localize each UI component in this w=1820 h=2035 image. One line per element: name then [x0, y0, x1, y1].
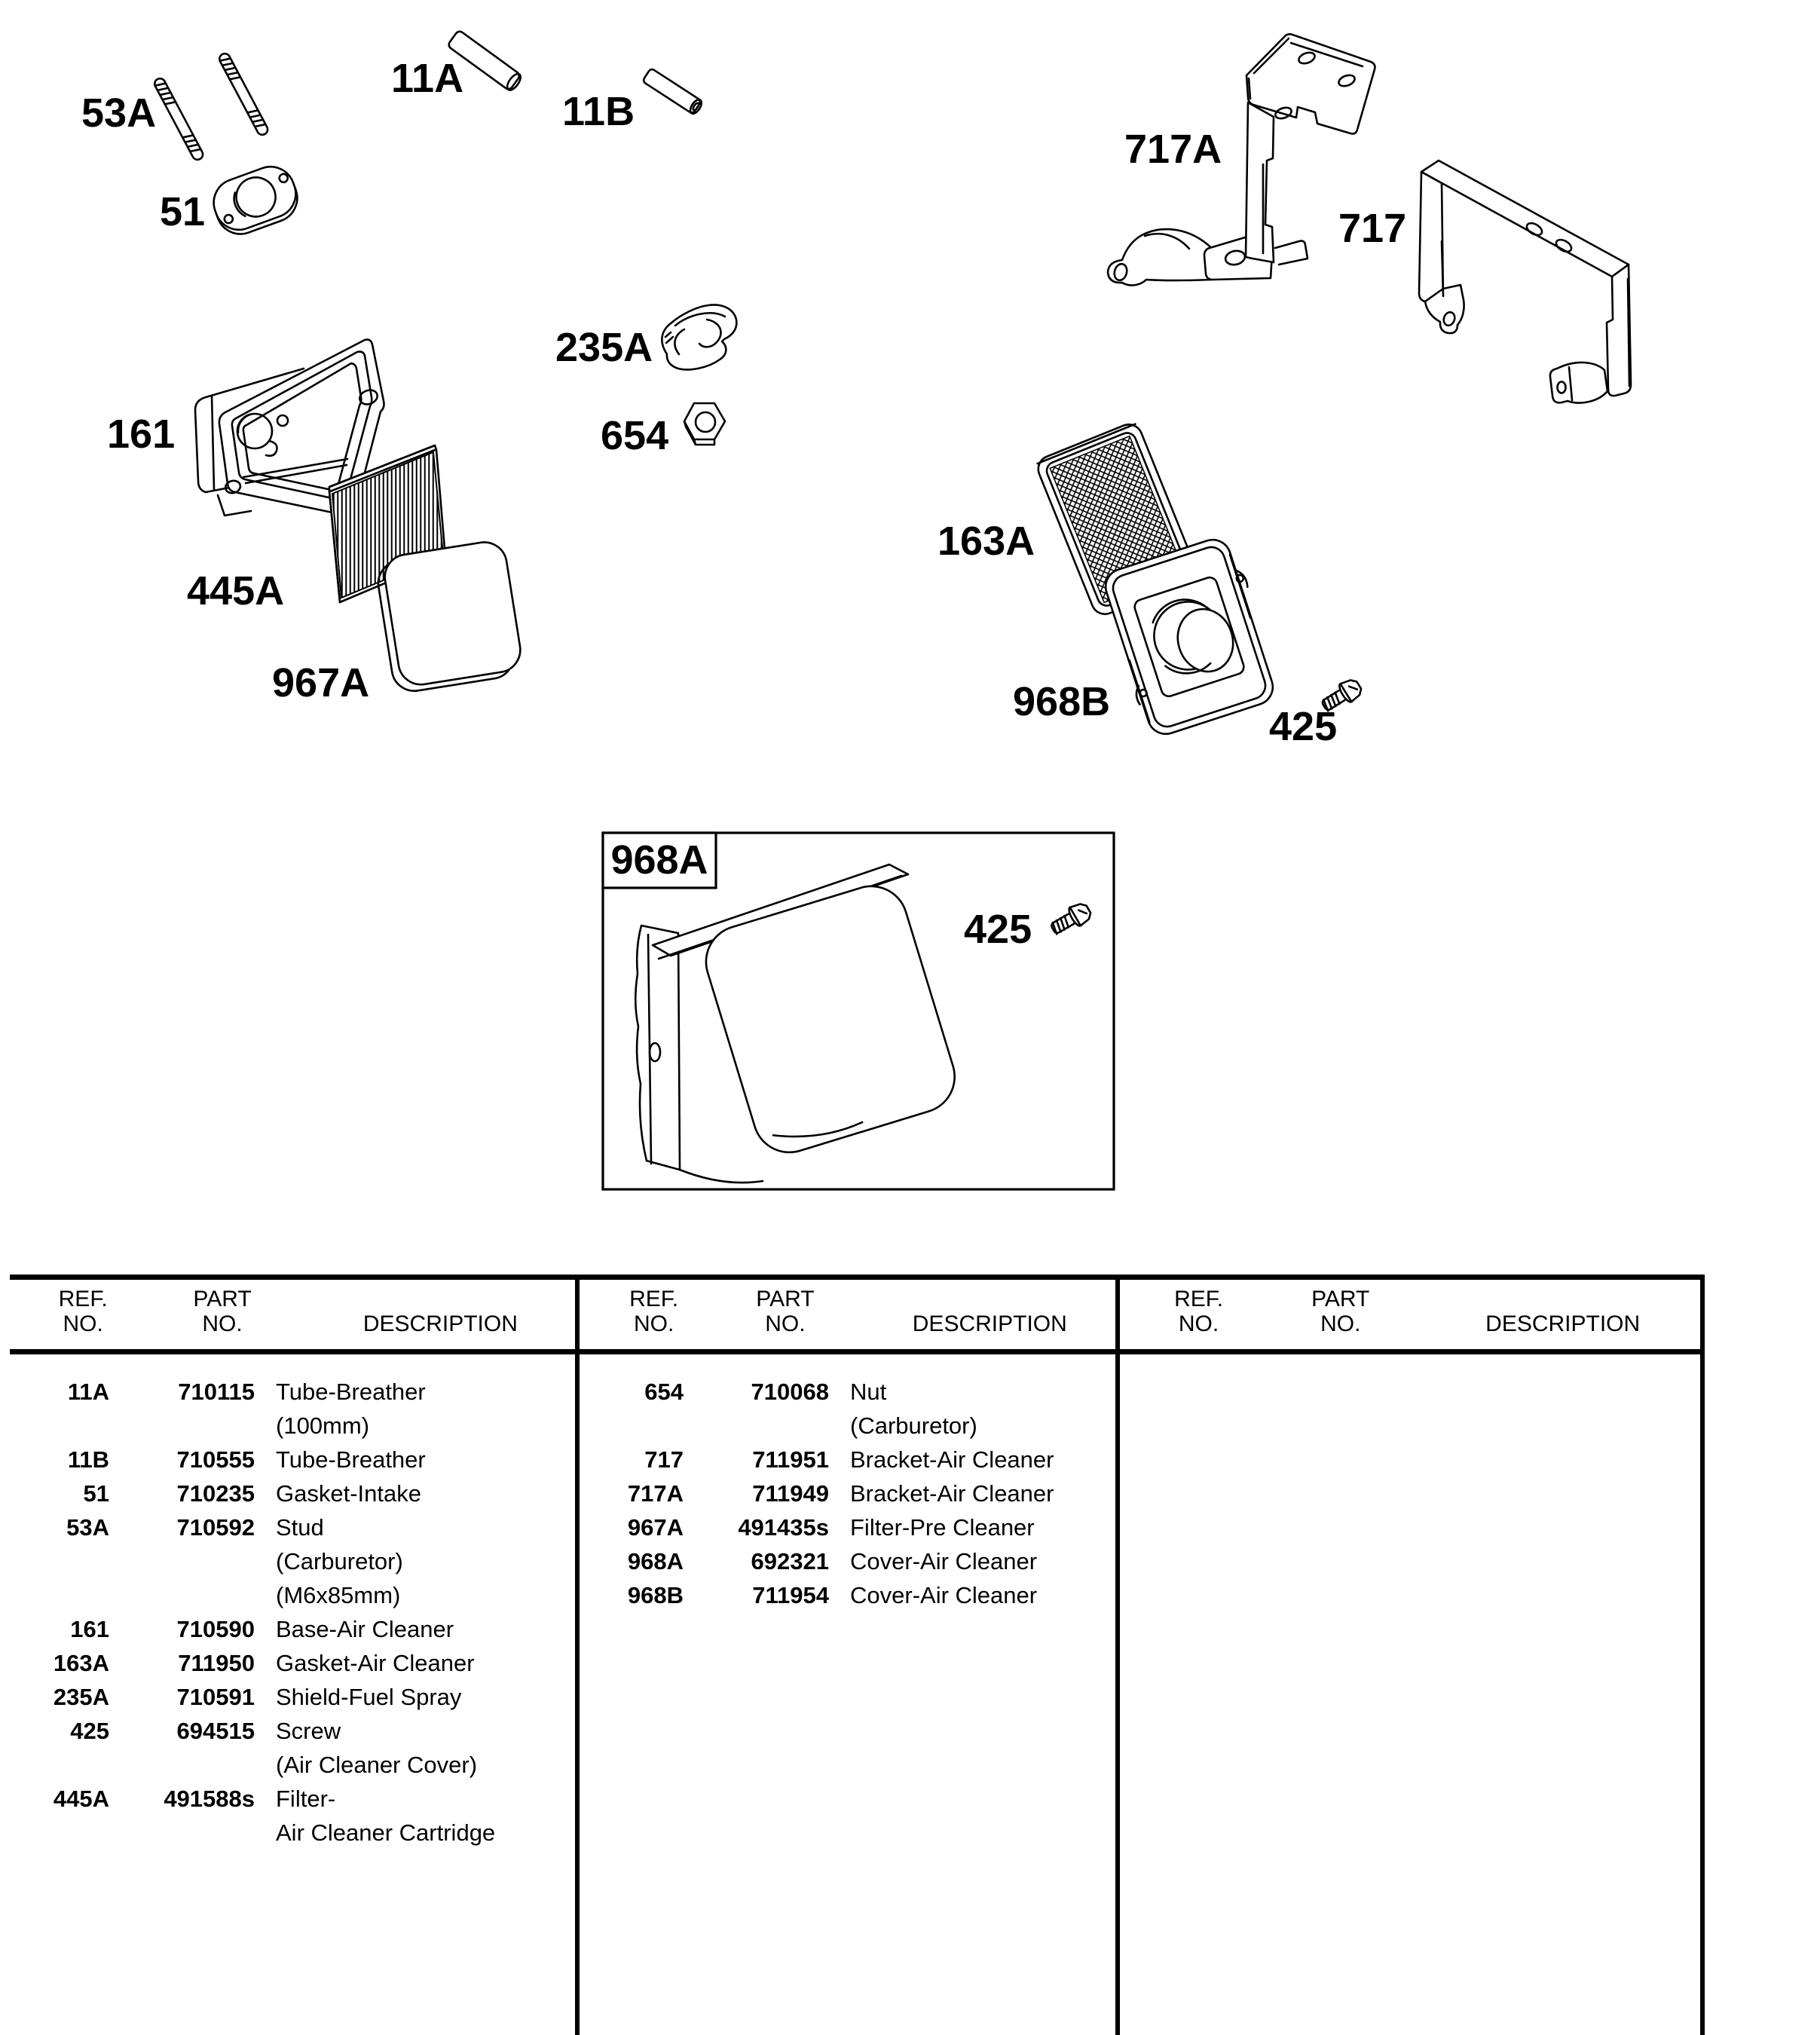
- table-row: [580, 1544, 1115, 1578]
- table-row: [6, 1612, 575, 1646]
- part-cell: 711954: [752, 1582, 829, 1608]
- part-label-163a: 163A: [938, 519, 1035, 564]
- desc-cell: Bracket-Air Cleaner: [850, 1446, 1054, 1473]
- ref-cell: 968B: [627, 1582, 684, 1608]
- part-nut-654: [684, 403, 725, 445]
- part-stud-53a: [153, 52, 270, 162]
- description-header: DESCRIPTION: [362, 1311, 518, 1336]
- ref-cell: 161: [70, 1616, 109, 1642]
- table-row: [580, 1477, 1115, 1510]
- ref-cell: 717: [644, 1446, 684, 1473]
- part-no-header-line1: PART: [1311, 1287, 1370, 1311]
- ref-cell: [580, 1409, 690, 1443]
- table-row: [6, 1409, 575, 1443]
- desc-cell: Gasket-Air Cleaner: [276, 1650, 475, 1676]
- part-cell: 710592: [176, 1514, 255, 1541]
- part-label-967a: 967A: [272, 660, 370, 705]
- desc-cell: Bracket-Air Cleaner: [850, 1480, 1054, 1507]
- desc-cell: Cover-Air Cleaner: [850, 1548, 1038, 1574]
- description-header: DESCRIPTION: [1485, 1311, 1641, 1336]
- part-label-445a: 445A: [187, 568, 285, 614]
- part-cell: 491435s: [738, 1514, 829, 1541]
- ref-no-header-line1: REF.: [58, 1287, 108, 1311]
- part-gasket-51: [207, 160, 304, 240]
- part-label-235a: 235A: [555, 325, 653, 370]
- part-no-header-line2: NO.: [765, 1311, 806, 1336]
- ref-no-header-line2: NO.: [1178, 1311, 1219, 1336]
- ref-cell: 967A: [627, 1514, 684, 1541]
- ref-cell: 163A: [53, 1650, 109, 1676]
- description-header-spacer: [864, 1287, 1115, 1311]
- desc-cell: Gasket-Intake: [276, 1480, 421, 1507]
- part-cell: 710555: [176, 1446, 255, 1473]
- desc-cell: (M6x85mm): [276, 1582, 401, 1608]
- desc-cell: Filter-: [276, 1786, 336, 1812]
- table-row: [6, 1714, 575, 1748]
- desc-cell: (100mm): [276, 1412, 370, 1439]
- desc-cell: Nut: [850, 1379, 887, 1405]
- desc-cell: Air Cleaner Cartridge: [276, 1819, 496, 1846]
- part-label-11b: 11B: [562, 89, 635, 134]
- desc-cell: Cover-Air Cleaner: [850, 1582, 1038, 1608]
- part-cell: 711951: [752, 1446, 829, 1473]
- table-row: [6, 1375, 575, 1409]
- table-header: [580, 1287, 1115, 1336]
- table-row: [6, 1816, 575, 1850]
- part-no-header-line2: NO.: [202, 1311, 243, 1336]
- table-rows: [580, 1375, 1115, 1612]
- desc-cell: Shield-Fuel Spray: [276, 1684, 462, 1710]
- table-row: [580, 1443, 1115, 1477]
- table-rows: [6, 1375, 575, 1850]
- description-header-spacer: [1425, 1287, 1700, 1311]
- desc-cell: (Carburetor): [276, 1548, 403, 1574]
- ref-no-header-line2: NO.: [633, 1311, 674, 1336]
- description-header: DESCRIPTION: [912, 1311, 1067, 1336]
- part-shield-235a: [662, 304, 736, 369]
- part-no-header-line2: NO.: [1320, 1311, 1361, 1336]
- part-cell: 692321: [751, 1548, 829, 1574]
- part-cell: 711950: [178, 1650, 255, 1676]
- part-cell: [115, 1409, 261, 1443]
- ref-cell: 968A: [627, 1548, 684, 1574]
- part-cover-968a-box: [603, 833, 1114, 1189]
- part-cell: [690, 1409, 835, 1443]
- table-row: [580, 1375, 1115, 1409]
- desc-cell: Filter-Pre Cleaner: [850, 1514, 1035, 1541]
- table-row: [580, 1578, 1115, 1612]
- ref-cell: 11B: [67, 1446, 109, 1473]
- ref-cell: [6, 1748, 115, 1782]
- description-header-spacer: [306, 1287, 575, 1311]
- part-cell: [115, 1748, 261, 1782]
- part-cell: 710590: [176, 1616, 255, 1642]
- part-no-header-line1: PART: [756, 1287, 815, 1311]
- part-bracket-717: [1419, 161, 1631, 402]
- ref-cell: 717A: [627, 1480, 684, 1507]
- ref-cell: 425: [70, 1718, 109, 1744]
- part-cell: [115, 1544, 261, 1578]
- part-label-968b: 968B: [1013, 679, 1111, 724]
- table-border-top: [10, 1275, 1703, 1280]
- table-row: [580, 1409, 1115, 1443]
- part-label-425-right: 425: [1269, 704, 1338, 749]
- table-row: [6, 1510, 575, 1544]
- desc-cell: Screw: [276, 1718, 341, 1744]
- table-header: [1121, 1287, 1700, 1336]
- table-row: [6, 1578, 575, 1612]
- part-label-161: 161: [107, 412, 176, 457]
- part-cell: [115, 1578, 261, 1612]
- ref-cell: 445A: [53, 1786, 109, 1812]
- part-cell: 711949: [752, 1480, 829, 1507]
- desc-cell: Tube-Breather: [276, 1446, 426, 1473]
- table-row: [6, 1646, 575, 1680]
- part-cell: 710591: [176, 1684, 255, 1710]
- table-header: [6, 1287, 575, 1336]
- table-row: [580, 1510, 1115, 1544]
- ref-cell: [6, 1578, 115, 1612]
- ref-cell: [6, 1409, 115, 1443]
- part-label-717: 717: [1338, 206, 1407, 251]
- part-label-717a: 717A: [1124, 127, 1222, 172]
- part-no-header-line1: PART: [193, 1287, 252, 1311]
- part-cell: 710115: [178, 1379, 255, 1405]
- ref-cell: 654: [644, 1379, 684, 1405]
- part-cell: 710235: [176, 1480, 255, 1507]
- ref-cell: 11A: [67, 1379, 109, 1405]
- table-row: [6, 1680, 575, 1714]
- part-label-53a: 53A: [81, 90, 157, 136]
- part-label-654: 654: [601, 413, 669, 458]
- part-label-11a: 11A: [391, 56, 464, 101]
- ref-no-header-line1: REF.: [629, 1287, 679, 1311]
- ref-cell: [6, 1816, 115, 1850]
- part-precleaner-967a: [375, 539, 525, 694]
- desc-cell: (Carburetor): [850, 1412, 977, 1439]
- ref-no-header-line2: NO.: [63, 1311, 103, 1336]
- table-row: [6, 1748, 575, 1782]
- ref-cell: 235A: [53, 1684, 109, 1710]
- part-cell: 491588s: [164, 1786, 255, 1812]
- ref-no-header-line1: REF.: [1174, 1287, 1224, 1311]
- desc-cell: Base-Air Cleaner: [276, 1616, 454, 1642]
- desc-cell: Tube-Breather: [276, 1379, 426, 1405]
- table-row: [6, 1544, 575, 1578]
- part-label-51: 51: [160, 189, 206, 234]
- part-cell: [115, 1816, 261, 1850]
- table-border-right: [1700, 1275, 1705, 2035]
- table-row: [6, 1782, 575, 1816]
- table-divider-1: [575, 1275, 580, 2035]
- table-header-separator: [10, 1349, 1703, 1354]
- part-label-968a: 968A: [610, 837, 708, 883]
- part-cell: 710068: [751, 1379, 829, 1405]
- desc-cell: Stud: [276, 1514, 324, 1541]
- table-divider-2: [1115, 1275, 1120, 2035]
- ref-cell: 53A: [66, 1514, 109, 1541]
- desc-cell: (Air Cleaner Cover): [276, 1752, 478, 1778]
- table-row: [6, 1443, 575, 1477]
- ref-cell: [6, 1544, 115, 1578]
- part-cell: 694515: [176, 1718, 255, 1744]
- part-tube-11b: [642, 68, 703, 115]
- part-label-425-box: 425: [964, 907, 1032, 952]
- table-row: [6, 1477, 575, 1510]
- ref-cell: 51: [83, 1480, 109, 1507]
